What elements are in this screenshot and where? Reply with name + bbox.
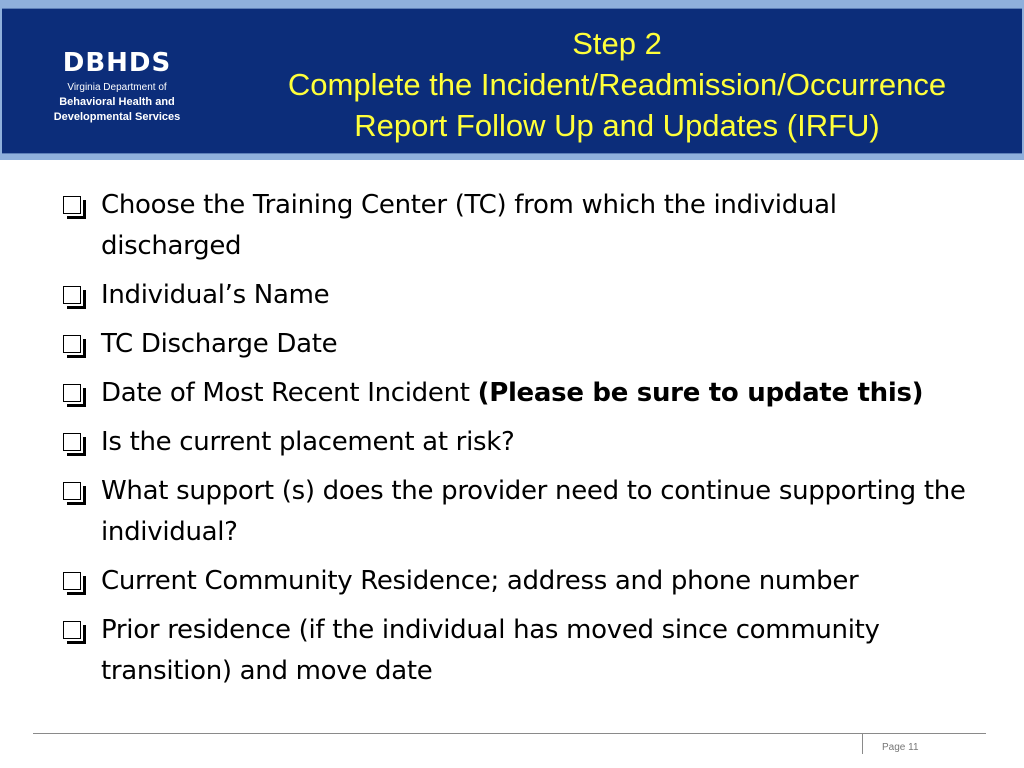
checklist-item-text: Individual’s Name — [101, 280, 330, 310]
checklist-item-text: What support (s) does the provider need to continue supporting the individual? — [101, 476, 966, 547]
checklist-item — [60, 324, 980, 365]
title-line-2: Complete the Incident/Readmission/Occurrence — [287, 67, 947, 102]
dbhds-logo — [32, 49, 202, 125]
checklist-item — [60, 610, 980, 692]
checkbox-icon — [63, 335, 81, 353]
checkbox-icon — [63, 384, 81, 402]
logo-main-text: DBHDS — [62, 48, 172, 78]
title-line-1: Step 2 — [572, 26, 662, 61]
checklist-item-text: Date of Most Recent Incident (Please be sure to update this) — [101, 378, 924, 408]
checklist-item — [60, 275, 980, 316]
logo-line-2: Behavioral Health and — [59, 96, 175, 108]
checkbox-icon — [63, 482, 81, 500]
checklist-item — [60, 373, 980, 414]
checklist-item — [60, 561, 980, 602]
checkbox-icon — [63, 196, 81, 214]
checklist-item-text: TC Discharge Date — [101, 329, 338, 359]
page-number: Page 11 — [882, 742, 919, 753]
checklist-item — [60, 471, 980, 553]
footer-divider — [33, 733, 986, 734]
checkbox-icon — [63, 286, 81, 304]
slide-title — [222, 23, 1012, 146]
checklist-item-text: Is the current placement at risk? — [101, 427, 515, 457]
checklist-item-text: Prior residence (if the individual has moved since community transition) and move date — [101, 615, 880, 686]
checklist-item — [60, 422, 980, 463]
checkbox-icon — [63, 572, 81, 590]
logo-line-3: Developmental Services — [53, 111, 181, 123]
header-band — [0, 0, 1024, 160]
checklist-item — [60, 185, 980, 267]
checkbox-icon — [63, 433, 81, 451]
checkbox-icon — [63, 621, 81, 639]
logo-line-1: Virginia Department of — [67, 82, 167, 93]
checklist — [60, 185, 980, 700]
title-line-3: Report Follow Up and Updates (IRFU) — [354, 108, 880, 143]
checklist-item-text: Choose the Training Center (TC) from which the individual discharged — [101, 190, 837, 261]
checklist-item-text: Current Community Residence; address and phone number — [101, 566, 859, 596]
footer-tick — [862, 734, 863, 754]
header-panel — [2, 8, 1022, 154]
